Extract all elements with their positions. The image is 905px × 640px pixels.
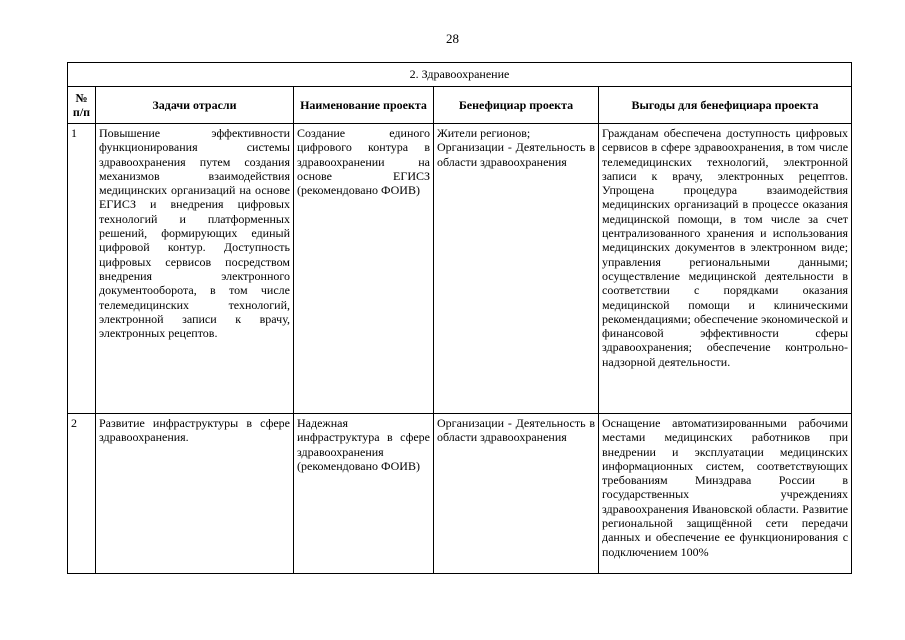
row-benefits: Оснащение автоматизированными рабочими местами медицинских работников при внедрении и эксплуатации медицинских информационных систем, соответствующих требованиям Минздрава России в государственных учреждениях здравоохранения Ивановской области. Развитие региональной защищённой сети передачи данных и обеспечение ее функционирования с подключением 100% [599, 414, 852, 574]
table-row [68, 414, 852, 574]
row-beneficiary: Организации - Деятельность в области здравоохранения [434, 414, 599, 574]
table-row [68, 124, 852, 414]
row-tasks: Развитие инфраструктуры в сфере здравоохранения. [96, 414, 294, 574]
section-title-row [68, 63, 852, 87]
row-project: Надежная инфраструктура в сфере здравоохранения (рекомендовано ФОИВ) [294, 414, 434, 574]
row-benefits: Гражданам обеспечена доступность цифровых сервисов в сфере здравоохранения, в том числе телемедицинских технологий, электронной записи к врачу, электронных рецептов. Упрощена процедура взаимодействия медицинских организаций в процессе оказания медицинской помощи, в том числе за счет централизованного хранения и использования медицинских документов в электронном виде; управления региональными данными; осуществление медицинской деятельности в соответствии с порядками оказания медицинской помощи и клиническими рекомендациями; обеспечение экономической и финансовой эффективности сферы здравоохранения; обеспечение контрольно-надзорной деятельности. [599, 124, 852, 414]
header-benefits: Выгоды для бенефициара проекта [599, 87, 852, 124]
beneficiary-line: Жители регионов; [437, 126, 531, 140]
beneficiary-line: Организации - Деятельность в области здравоохранения [437, 140, 595, 169]
row-tasks: Повышение эффективности функционирования системы здравоохранения путем создания механизмов взаимодействия медицинских организаций на основе ЕГИСЗ и внедрения цифровых технологий и платформенных решений, формирующих единый цифровой контур. Доступность цифровых сервисов посредством внедрения электронного документооборота, в том числе телемедицинских технологий, электронной записи к врачу, электронных рецептов. [96, 124, 294, 414]
healthcare-projects-table [67, 62, 852, 574]
header-beneficiary: Бенефициар проекта [434, 87, 599, 124]
header-row [68, 87, 852, 124]
header-project: Наименование проекта [294, 87, 434, 124]
row-number: 1 [68, 124, 96, 414]
row-project: Создание единого цифрового контура в здравоохранении на основе ЕГИСЗ (рекомендовано ФОИВ) [294, 124, 434, 414]
row-beneficiary [434, 124, 599, 414]
section-title: 2. Здравоохранение [68, 63, 852, 87]
page-number: 28 [446, 31, 459, 46]
header-num: № п/п [68, 87, 96, 124]
header-tasks: Задачи отрасли [96, 87, 294, 124]
row-number: 2 [68, 414, 96, 574]
